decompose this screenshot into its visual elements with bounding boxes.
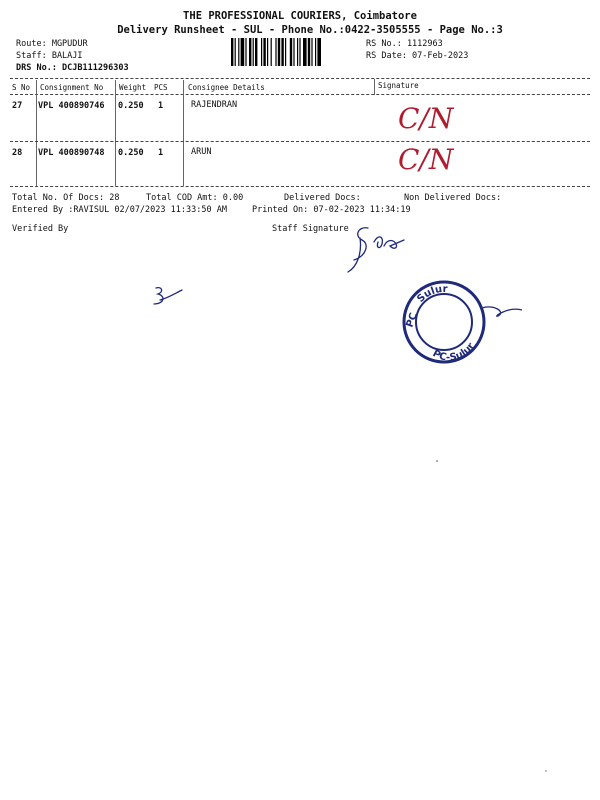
staff-signature-label: Staff Signature	[272, 224, 349, 234]
handwritten-signature: C/N	[398, 143, 454, 176]
col-divider	[36, 80, 37, 186]
cell-sno: 28	[12, 148, 23, 158]
verified-by-label: Verified By	[12, 224, 69, 234]
scan-speck	[436, 460, 438, 462]
table-top-rule	[10, 78, 590, 79]
verifier-handwritten-mark	[148, 284, 188, 312]
non-delivered-docs: Non Delivered Docs:	[404, 193, 502, 203]
route-label: Route: MGPUDUR	[16, 39, 88, 49]
col-header-consignee: Consignee Details	[188, 83, 265, 92]
stamp-left-text: PC	[404, 311, 420, 330]
col-header-consignment: Consignment No	[40, 83, 104, 92]
total-docs: Total No. Of Docs: 28	[12, 193, 120, 203]
cell-consignee: RAJENDRAN	[191, 100, 238, 110]
col-header-weight: Weight	[119, 83, 147, 92]
office-stamp	[398, 276, 548, 366]
col-divider	[183, 80, 184, 186]
svg-text:PC-Sulur	[431, 341, 478, 364]
stamp-top-text: Sulur	[415, 283, 448, 305]
cell-consignment: VPL 400890748	[38, 148, 105, 158]
col-header-signature: Signature	[378, 81, 419, 90]
cell-consignment: VPL 400890746	[38, 101, 105, 111]
scan-speck	[545, 770, 547, 772]
document-title: THE PROFESSIONAL COURIERS, Coimbatore	[183, 10, 417, 22]
cell-weight: 0.250	[118, 101, 144, 111]
col-header-pcs: PCS	[154, 83, 168, 92]
col-divider	[374, 79, 375, 95]
entered-by: Entered By :RAVISUL 02/07/2023 11:33:50 AM	[12, 205, 227, 215]
cell-pcs: 1	[158, 148, 164, 158]
row-separator	[10, 141, 590, 142]
staff-handwritten-signature	[340, 222, 410, 282]
cell-pcs: 1	[158, 101, 164, 111]
col-header-sno: S No	[12, 83, 31, 92]
rs-number: RS No.: 1112963	[366, 39, 443, 49]
cell-sno: 27	[12, 101, 23, 111]
staff-label: Staff: BALAJI	[16, 51, 83, 61]
delivered-docs: Delivered Docs:	[284, 193, 361, 203]
cell-consignee: ARUN	[191, 147, 212, 157]
total-cod: Total COD Amt: 0.00	[146, 193, 244, 203]
cell-weight: 0.250	[118, 148, 144, 158]
table-bottom-rule	[10, 186, 590, 187]
col-divider	[115, 80, 116, 186]
rs-date: RS Date: 07-Feb-2023	[366, 51, 469, 61]
stamp-bottom-text: PC-Sulur	[430, 341, 478, 364]
barcode-image	[230, 38, 355, 66]
printed-on: Printed On: 07-02-2023 11:34:19	[252, 205, 411, 215]
header-bottom-rule	[10, 94, 590, 95]
handwritten-signature: C/N	[398, 102, 454, 135]
svg-text:Sulur	[415, 284, 448, 305]
drs-number: DRS No.: DCJB111296303	[16, 63, 129, 73]
document-subtitle: Delivery Runsheet - SUL - Phone No.:0422-3505555 - Page No.:3	[117, 24, 503, 36]
